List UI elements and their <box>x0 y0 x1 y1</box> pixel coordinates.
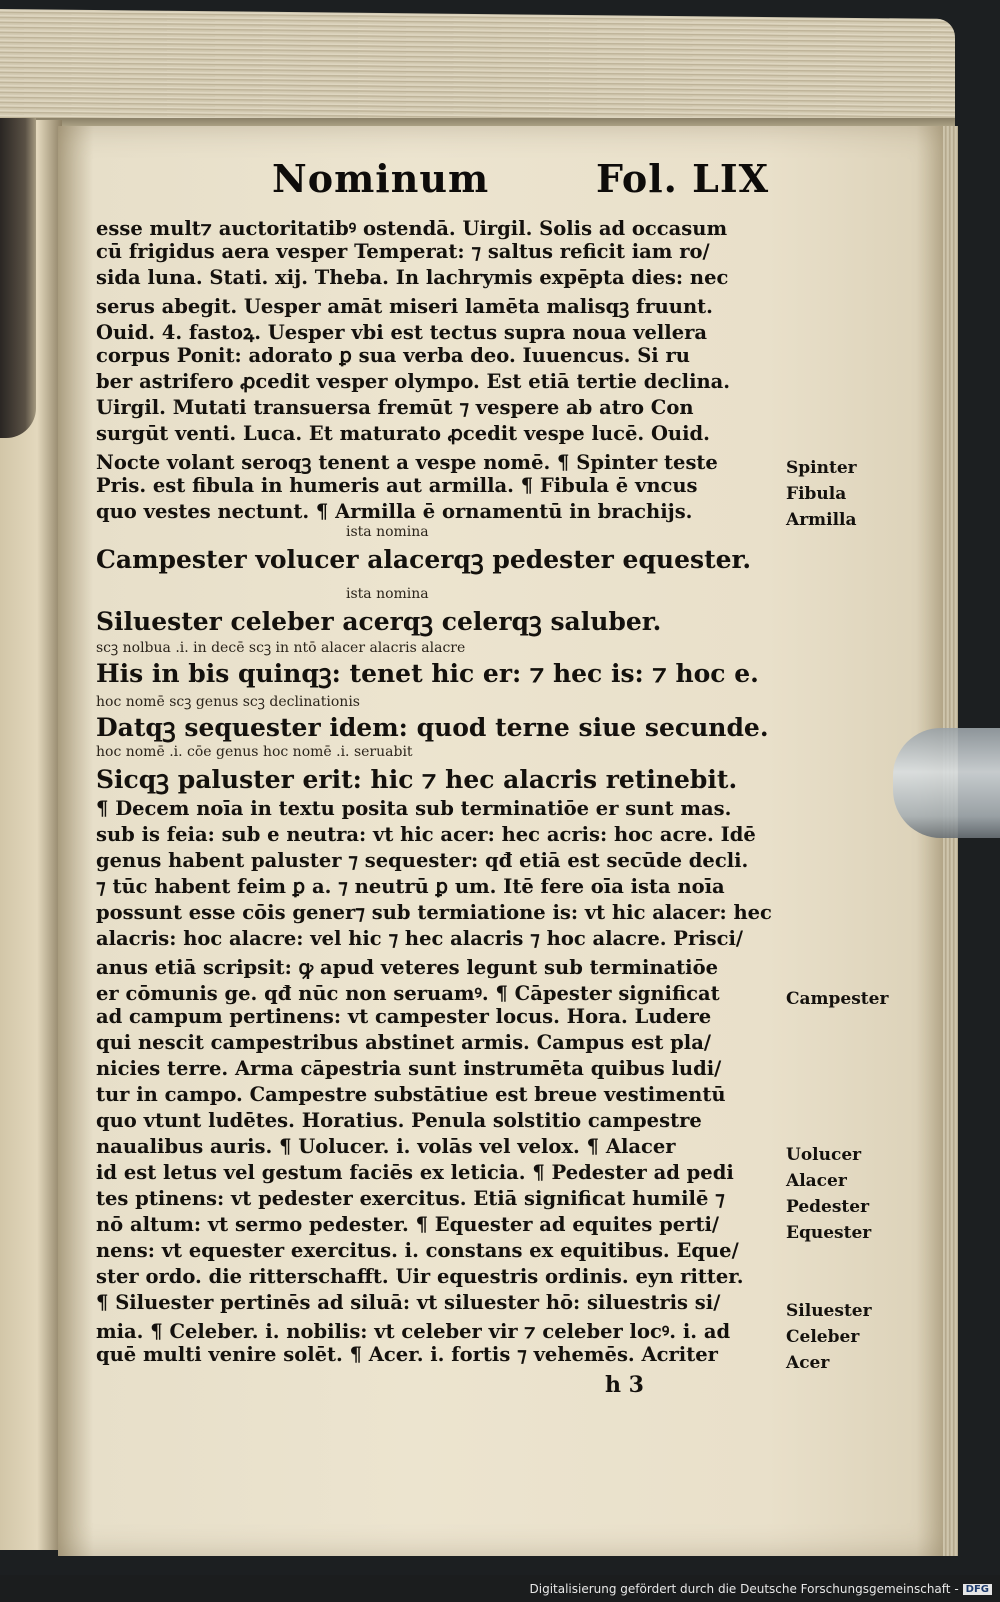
margin-note: Uolucer <box>786 1145 862 1165</box>
text-line: ber astrifero ꝓcedit vesper olympo. Est etiā tertie declina. <box>96 370 731 393</box>
margin-note: Pedester <box>786 1197 870 1217</box>
margin-note: Fibula <box>786 484 847 504</box>
text-line: surgūt venti. Luca. Et maturato ꝓcedit vespe lucē. Ouid. <box>96 422 710 445</box>
verse-line: His in bis quinqꝫ: tenet hic er: ⁊ hec is: ⁊ hoc e. <box>96 659 759 688</box>
text-line: genus habent paluster ⁊ sequester: qđ etiā est secūde decli. <box>96 849 749 872</box>
text-line: anus etiā scripsit: ꝙ apud veteres legunt sub terminatiōe <box>96 956 719 979</box>
text-line: sida luna. Stati. xij. Theba. In lachrymis expēpta dies: nec <box>96 266 729 289</box>
verse-line: Siluester celeber acerqꝫ celerqꝫ saluber. <box>96 607 662 636</box>
verse-line: Sicqꝫ paluster erit: hic ⁊ hec alacris retinebit. <box>96 765 738 794</box>
credit-text: Digitalisierung gefördert durch die Deutsche Forschungsgemeinschaft - <box>529 1582 959 1596</box>
running-title: Nominum <box>272 156 490 201</box>
text-line: nicies terre. Arma cāpestria sunt instrumēta quibus ludi/ <box>96 1057 722 1080</box>
text-line: cū frigidus aera vesper Temperat: ⁊ saltus reficit iam ro/ <box>96 240 710 263</box>
interlinear-gloss: ista nomina <box>346 586 429 602</box>
margin-note: Equester <box>786 1223 872 1243</box>
page-holder-clip <box>893 728 1000 838</box>
text-line: Ouid. 4. fastoꝝ. Uesper vbi est tectus supra noua vellera <box>96 321 708 344</box>
text-line: quē multi venire solēt. ¶ Acer. i. fortis ⁊ vehemēs. Acriter <box>96 1343 718 1366</box>
margin-note: Acer <box>786 1353 830 1373</box>
text-line: Nocte volant seroqꝫ tenent a vespe nomē. ¶ Spinter teste <box>96 451 718 474</box>
text-line: ⁊ tūc habent feim ꝑ a. ⁊ neutrū ꝑ um. Itē fere oīa ista noīa <box>96 875 725 898</box>
text-line: quo vtunt ludētes. Horatius. Penula solstitio campestre <box>96 1109 702 1132</box>
text-line: ster ordo. die ritterschafft. Uir equestris ordinis. eyn ritter. <box>96 1265 744 1288</box>
verse-line: Datqꝫ sequester idem: quod terne siue secunde. <box>96 713 769 742</box>
verse-line: Campester volucer alacerqꝫ pedester equester. <box>96 545 752 574</box>
interlinear-gloss: hoc nomē scꝫ genus scꝫ declinationis <box>96 694 360 710</box>
text-line: ¶ Decem noīa in textu posita sub terminatiōe er sunt mas. <box>96 797 732 820</box>
text-line: ¶ Siluester pertinēs ad siluā: vt siluester hō: siluestris si/ <box>96 1291 721 1314</box>
dfg-logo: DFG <box>963 1584 992 1595</box>
text-line: alacris: hoc alacre: vel hic ⁊ hec alacris ⁊ hoc alacre. Prisci/ <box>96 927 744 950</box>
text-line: nens: vt equester exercitus. i. constans ex equitibus. Eque/ <box>96 1239 739 1262</box>
text-line: Uirgil. Mutati transuersa fremūt ⁊ vespere ab atro Con <box>96 396 694 419</box>
text-line: esse mult⁊ auctoritatibꝰ ostendā. Uirgil. Solis ad occasum <box>96 217 728 240</box>
interlinear-gloss: ista nomina <box>346 524 429 540</box>
text-line: ad campum pertinens: vt campester locus. Hora. Ludere <box>96 1005 712 1028</box>
running-header <box>272 156 792 216</box>
text-line: qui nescit campestribus abstinet armis. Campus est pla/ <box>96 1031 711 1054</box>
text-line: corpus Ponit: adorato ꝑ sua verba deo. Iuuencus. Si ru <box>96 344 690 367</box>
margin-note: Siluester <box>786 1301 872 1321</box>
book-spine <box>0 118 36 438</box>
text-line: naualibus auris. ¶ Uolucer. i. volās vel velox. ¶ Alacer <box>96 1135 676 1158</box>
text-line: possunt esse cōis gener⁊ sub termiatione is: vt hic alacer: hec <box>96 901 772 924</box>
signature-mark: h 3 <box>605 1372 644 1398</box>
interlinear-gloss: scꝫ nolbua .i. in decē scꝫ in ntō alacer alacris alacre <box>96 640 466 656</box>
margin-note: Armilla <box>786 510 857 530</box>
text-line: sub is feia: sub e neutra: vt hic acer: hec acris: hoc acre. Idē <box>96 823 756 846</box>
text-line: Pris. est fibula in humeris aut armilla. ¶ Fibula ē vncus <box>96 474 698 497</box>
text-line: nō altum: vt sermo pedester. ¶ Equester ad equites perti/ <box>96 1213 720 1236</box>
margin-note: Campester <box>786 989 889 1009</box>
digitization-credit <box>530 1582 993 1596</box>
margin-note: Celeber <box>786 1327 860 1347</box>
text-line: id est letus vel gestum faciēs ex leticia. ¶ Pedester ad pedi <box>96 1161 734 1184</box>
interlinear-gloss: hoc nomē .i. cōe genus hoc nomē .i. seruabit <box>96 744 413 760</box>
text-line: tes ptinens: vt pedester exercitus. Etiā significat humilē ⁊ <box>96 1187 725 1210</box>
margin-note: Alacer <box>786 1171 847 1191</box>
text-line: er cōmunis ge. qđ nūc non seruamꝰ. ¶ Cāpester significat <box>96 982 720 1005</box>
text-line: serus abegit. Uesper amāt miseri lamēta malisqꝫ fruunt. <box>96 295 713 318</box>
text-line: tur in campo. Campestre substātiue est breue vestimentū <box>96 1083 726 1106</box>
text-line: quo vestes nectunt. ¶ Armilla ē ornamentū in brachijs. <box>96 500 693 523</box>
margin-note: Spinter <box>786 458 857 478</box>
text-line: mia. ¶ Celeber. i. nobilis: vt celeber vir ⁊ celeber locꝰ. i. ad <box>96 1320 731 1343</box>
folio-number: Fol. LIX <box>596 156 770 201</box>
